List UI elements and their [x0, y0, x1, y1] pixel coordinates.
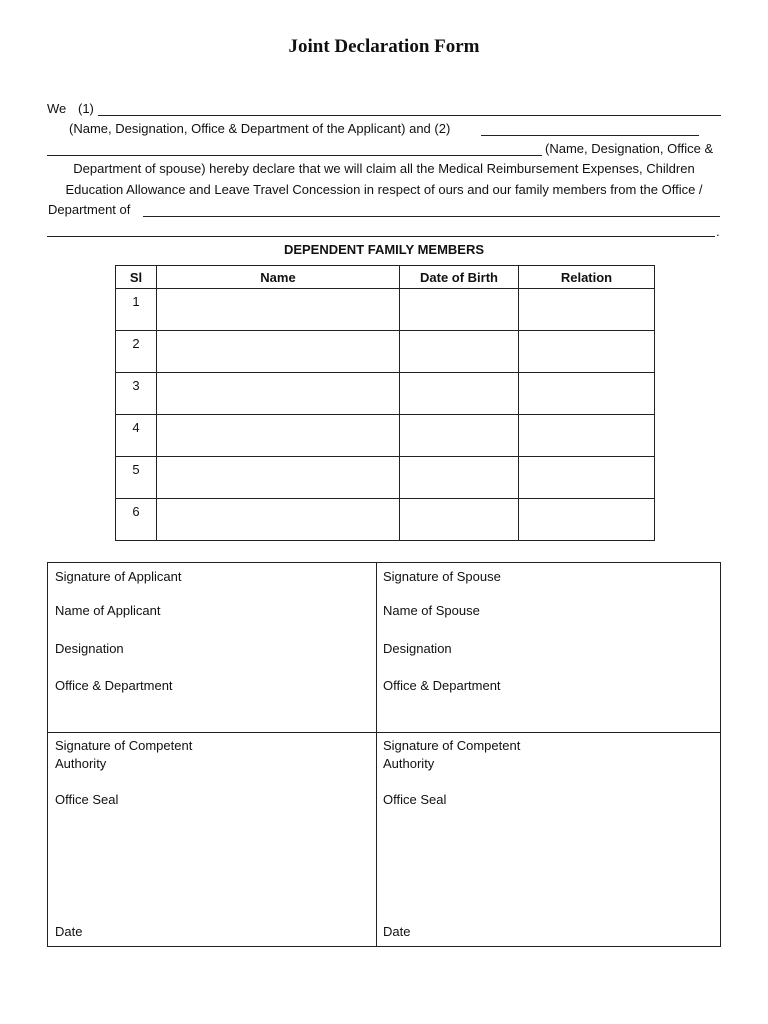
dob-cell[interactable] [400, 331, 519, 373]
date-label-left[interactable]: Date [55, 924, 83, 939]
applicant-hint-text: (Name, Designation, Office & Department of the Applicant) and (2) [69, 121, 451, 136]
applicant-signature-label[interactable]: Signature of Applicant [55, 569, 182, 584]
name-cell[interactable] [157, 415, 400, 457]
col-name: Name [157, 266, 400, 289]
name-cell[interactable] [157, 331, 400, 373]
signature-divider-vertical [376, 563, 377, 946]
dependent-members-table [115, 265, 655, 541]
department-field-2[interactable] [47, 236, 715, 237]
row-number: 4 [116, 415, 157, 457]
row-number: 5 [116, 457, 157, 499]
signature-block [47, 562, 721, 947]
relation-cell[interactable] [519, 457, 655, 499]
name-cell[interactable] [157, 499, 400, 541]
applicant-name-label[interactable]: Name of Applicant [55, 603, 161, 618]
applicant-details-field[interactable] [98, 115, 721, 116]
relation-cell[interactable] [519, 373, 655, 415]
name-cell[interactable] [157, 373, 400, 415]
row-number: 2 [116, 331, 157, 373]
row-number: 3 [116, 373, 157, 415]
name-cell[interactable] [157, 457, 400, 499]
spouse-details-field-2[interactable] [47, 155, 542, 156]
department-label: Department of [48, 202, 131, 217]
relation-cell[interactable] [519, 415, 655, 457]
dob-cell[interactable] [400, 499, 519, 541]
applicant-designation-label[interactable]: Designation [55, 641, 124, 656]
office-seal-label-left[interactable]: Office Seal [55, 792, 119, 807]
table-row [116, 331, 655, 373]
spouse-signature-label[interactable]: Signature of Spouse [383, 569, 501, 584]
signature-divider-horizontal [48, 732, 720, 733]
name-cell[interactable] [157, 289, 400, 331]
spouse-hint-text: (Name, Designation, Office & [545, 141, 714, 156]
declaration-text-line-1: Department of spouse) hereby declare that we will claim all the Medical Reimbursement Expenses, Children [73, 161, 695, 176]
dob-cell[interactable] [400, 457, 519, 499]
authority-signature-label-left[interactable]: Signature of Competent Authority [55, 738, 193, 771]
dob-cell[interactable] [400, 415, 519, 457]
table-row [116, 373, 655, 415]
table-row [116, 289, 655, 331]
dob-cell[interactable] [400, 289, 519, 331]
date-label-right[interactable]: Date [383, 924, 411, 939]
end-period: . [716, 224, 720, 239]
dob-cell[interactable] [400, 373, 519, 415]
declaration-text-line-2: Education Allowance and Leave Travel Concession in respect of ours and our family members from the Office / [65, 182, 703, 197]
office-seal-label-right[interactable]: Office Seal [383, 792, 447, 807]
department-field-1[interactable] [143, 216, 720, 217]
form-title: Joint Declaration Form [288, 36, 480, 57]
relation-cell[interactable] [519, 289, 655, 331]
table-row [116, 415, 655, 457]
applicant-number: (1) [78, 101, 94, 116]
row-number: 6 [116, 499, 157, 541]
spouse-office-label[interactable]: Office & Department [383, 678, 501, 693]
relation-cell[interactable] [519, 331, 655, 373]
spouse-details-field-1[interactable] [481, 135, 699, 136]
col-sl: Sl [116, 266, 157, 289]
col-date-of-birth: Date of Birth [400, 266, 519, 289]
we-label: We [47, 101, 67, 116]
row-number: 1 [116, 289, 157, 331]
spouse-name-label[interactable]: Name of Spouse [383, 603, 480, 618]
applicant-office-label[interactable]: Office & Department [55, 678, 173, 693]
table-row [116, 457, 655, 499]
dependent-members-title: DEPENDENT FAMILY MEMBERS [283, 242, 485, 257]
table-row [116, 499, 655, 541]
col-relation: Relation [519, 266, 655, 289]
relation-cell[interactable] [519, 499, 655, 541]
table-header-row [116, 266, 655, 289]
spouse-designation-label[interactable]: Designation [383, 641, 452, 656]
authority-signature-label-right[interactable]: Signature of Competent Authority [383, 738, 521, 771]
